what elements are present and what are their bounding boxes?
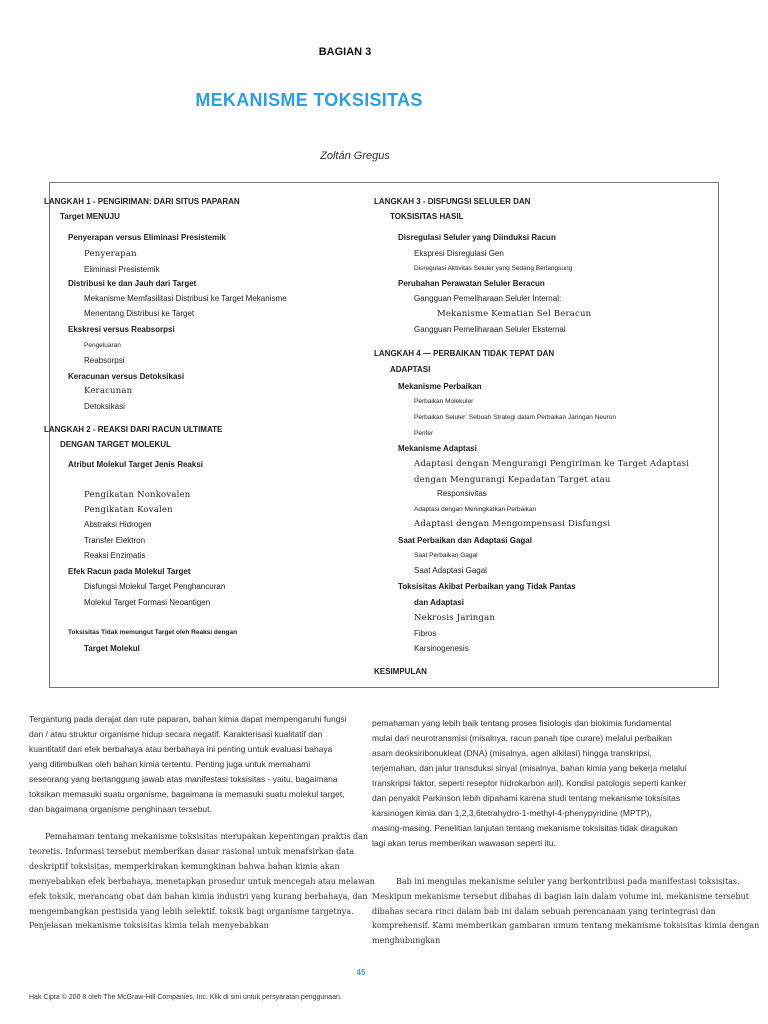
body-paragraph-line: masing-masing. Penelitian lanjutan tentang mekanisme toksisitas tidak diragukan	[372, 823, 678, 833]
body-paragraph-line: Pemahaman tentang mekanisme toksisitas merupakan kepentingan praktis dan	[45, 832, 369, 841]
outline-item: Penyerapan	[84, 249, 137, 259]
outline-item: Saat Adaptasi Gagal	[414, 566, 487, 575]
body-paragraph-line: menghubungkan	[372, 936, 441, 945]
outline-section: Target Molekul	[84, 644, 140, 653]
outline-item: Eliminasi Presistemik	[84, 265, 160, 274]
outline-item: Adaptasi dengan Mengompensasi Disfungsi	[414, 519, 611, 529]
outline-item: Mekanisme Kematian Sel Beracun	[437, 309, 592, 319]
outline-item: Disregulasi Aktivitas Seluler yang Sedang Berlangsung	[414, 265, 573, 272]
body-paragraph-line: mulai dari neurotransmisi (misalnya, racun panah tipe curare) melalui perbaikan	[372, 733, 673, 743]
outline-step-heading: TOKSISITAS HASIL	[390, 212, 464, 221]
outline-item: Reabsorpsi	[84, 356, 125, 365]
body-paragraph-line: terjemahan, dan jalur transduksi sinyal (misalnya, bahan kimia yang bekerja melalui	[372, 763, 687, 773]
outline-section: dan Adaptasi	[414, 598, 464, 607]
outline-item: Keracunan	[84, 386, 133, 396]
outline-section: Perubahan Perawatan Seluler Beracun	[398, 279, 545, 288]
outline-item: Mekanisme Memfasilitasi Distribusi ke Target Mekanisme	[84, 294, 287, 303]
body-paragraph-line: mengembangkan pestisida yang lebih selektif. toksik bagi organisme targetnya.	[29, 907, 354, 916]
body-paragraph-line: deskriptif toksisitas, memperkirakan kemungkinan bahwa bahan kimia akan	[29, 862, 340, 871]
outline-item: Adaptasi dengan Mengurangi Pengiriman ke Target Adaptasi	[414, 459, 690, 469]
body-paragraph-line: Penjelasan mekanisme toksisitas kimia telah menyebabkan	[29, 921, 269, 930]
outline-item: dengan Mengurangi Kepadatan Target atau	[414, 475, 611, 485]
outline-item: Responsivitas	[437, 489, 487, 498]
outline-item: Nekrosis Jaringan	[414, 613, 496, 623]
outline-item: Gangguan Pemeliharaan Seluler Eksternal	[414, 325, 566, 334]
body-paragraph-line: transkripsi faktor, seperti reseptor hidrokarbon aril). Kondisi patologis seperti kanker	[372, 778, 687, 788]
outline-step-heading: LANGKAH 1 - PENGIRIMAN: DARI SITUS PAPARAN	[44, 197, 240, 206]
outline-step-heading: DENGAN TARGET MOLEKUL	[60, 440, 171, 449]
outline-step-heading: Target MENUJU	[60, 212, 120, 221]
body-paragraph-line: dan bagaimana organisme penghinaan tersebut.	[29, 804, 212, 814]
body-paragraph-line: toksikan memasuki suatu organisme, bagaimana ia memasuki suatu molekul target,	[29, 789, 345, 799]
outline-item: Molekul Target Formasi Neoantigen	[84, 598, 211, 607]
outline-item: Perifer	[414, 430, 434, 437]
outline-item: Transfer Elektron	[84, 536, 146, 545]
outline-item: Perbaikan Seluler: Sebuah Strategi dalam Perbaikan Jaringan Neuron	[414, 414, 616, 421]
body-paragraph-line: kuantitatif dari efek berbahaya atau berbahaya ini penting untuk evaluasi bahaya	[29, 744, 333, 754]
copyright-link[interactable]: Hak Cipta © 200 8 oleh The McGraw-Hill Companies, Inc. Klik di sini untuk persyaratan penggunaan.	[29, 994, 342, 1001]
body-paragraph-line: Meskipun mekanisme tersebut dibahas di bagian lain dalam volume ini, mekanisme tersebut	[372, 892, 749, 901]
outline-item: Abstraksi Hidrogen	[84, 520, 152, 529]
body-paragraph-line: dan / atau struktur organisme hidup secara negatif. Karakterisasi kualitatif dan	[29, 729, 323, 739]
body-paragraph-line: Tergantung pada derajat dan rute paparan, bahan kimia dapat mempengaruhi fungsi	[29, 714, 347, 724]
body-paragraph-line: dibahas secara rinci dalam bab ini dalam sebuah perencanaan yang terintegrasi dan	[372, 907, 716, 916]
body-paragraph-line: yang ditimbulkan oleh bahan kimia tertentu. Penting juga untuk memahami	[29, 759, 311, 769]
outline-section: Distribusi ke dan Jauh dari Target	[68, 279, 197, 288]
outline-section: Saat Perbaikan dan Adaptasi Gagal	[398, 536, 532, 545]
outline-item: Reaksi Enzimatis	[84, 551, 146, 560]
body-paragraph-line: dan penyakit Parkinson lebih dipahami karena studi tentang mekanisme toksisitas	[372, 793, 681, 803]
outline-item: Pengeluaran	[84, 342, 121, 349]
outline-step-heading: LANGKAH 3 - DISFUNGSI SELULER DAN	[374, 197, 531, 206]
body-paragraph-line: Bab ini mengulas mekanisme seluler yang berkontribusi pada manifestasi toksisitas.	[396, 877, 740, 886]
chapter-title: MEKANISME TOKSISITAS	[195, 90, 423, 110]
body-paragraph-line: teoretis. Informasi tersebut memberikan dasar rasional untuk menafsirkan data	[29, 847, 355, 856]
outline-item: Detoksikasi	[84, 402, 125, 411]
outline-item: Disfungsi Molekul Target Penghancuran	[84, 582, 226, 591]
outline-item: Pengikatan Nonkovalen	[84, 490, 191, 500]
body-paragraph-line: seseorang yang bertanggung jawab atas manifestasi toksisitas - yaitu, bagaimana	[29, 774, 338, 784]
body-paragraph-line: lagi akan terus memberikan wawasan seperti itu.	[372, 838, 556, 848]
outline-item: Adaptasi dengan Meningkatkan Perbaikan	[414, 506, 537, 513]
outline-item: Pengikatan Kovalen	[84, 505, 173, 515]
outline-section: Atribut Molekul Target Jenis Reaksi	[68, 460, 203, 469]
outline-section: Toksisitas Akibat Perbaikan yang Tidak Pantas	[398, 582, 576, 591]
body-paragraph-line: pemahaman yang lebih baik tentang proses fisiologis dan biokimia fundamental	[372, 718, 672, 728]
outline-item: Ekspresi Disregulasi Gen	[414, 249, 504, 258]
body-paragraph-line: karsinogen kimia dan 1,2,3,6tetrahydro-1-methyl-4-phenypyridine (MPTP),	[372, 808, 652, 818]
outline-item: Gangguan Pemeliharaan Seluler Internal:	[414, 294, 562, 303]
outline-section: Toksisitas Tidak memungut Target oleh Reaksi dengan	[68, 629, 238, 636]
outline-section: Mekanisme Perbaikan	[398, 382, 482, 391]
outline-step-heading: LANGKAH 4 — PERBAIKAN TIDAK TEPAT DAN	[374, 349, 555, 358]
body-paragraph-line: asam deoksiribonukleat (DNA) (misalnya, agen alkilasi) hingga transkripsi,	[372, 748, 652, 758]
outline-section: Keracunan versus Detoksikasi	[68, 372, 185, 381]
page-number: 45	[356, 968, 366, 977]
outline-item: Karsinogenesis	[414, 644, 469, 653]
outline-step-heading: ADAPTASI	[390, 365, 431, 374]
outline-item: Saat Perbaikan Gagal	[414, 552, 478, 559]
outline-section: Efek Racun pada Molekul Target	[68, 567, 191, 576]
outline-item: Perbaikan Molekuler	[414, 398, 474, 405]
outline-step-heading: KESIMPULAN	[374, 667, 427, 676]
part-label: BAGIAN 3	[318, 46, 372, 58]
outline-section: Penyerapan versus Eliminasi Presistemik	[68, 233, 226, 242]
outline-step-heading: LANGKAH 2 - REAKSI DARI RACUN ULTIMATE	[44, 425, 223, 434]
body-paragraph-line: efek toksik, merancang obat dan bahan kimia industri yang kurang berbahaya, dan	[29, 892, 368, 901]
outline-section: Mekanisme Adaptasi	[398, 444, 477, 453]
outline-section: Disregulasi Seluler yang Diinduksi Racun	[398, 233, 556, 242]
outline-section: Ekskresi versus Reabsorpsi	[68, 325, 175, 334]
body-paragraph-line: menyebabkan efek berbahaya, menetapkan prosedur untuk mencegah atau melawan	[29, 877, 375, 886]
contents-outline-box	[49, 182, 719, 688]
outline-item: Fibros	[414, 629, 437, 638]
outline-item: Menentang Distribusi ke Target	[84, 309, 195, 318]
body-paragraph-line: komprehensif. Kami memberikan gambaran umum tentang mekanisme toksisitas kimia dengan	[372, 921, 760, 930]
author-name: Zoltán Gregus	[320, 150, 390, 162]
